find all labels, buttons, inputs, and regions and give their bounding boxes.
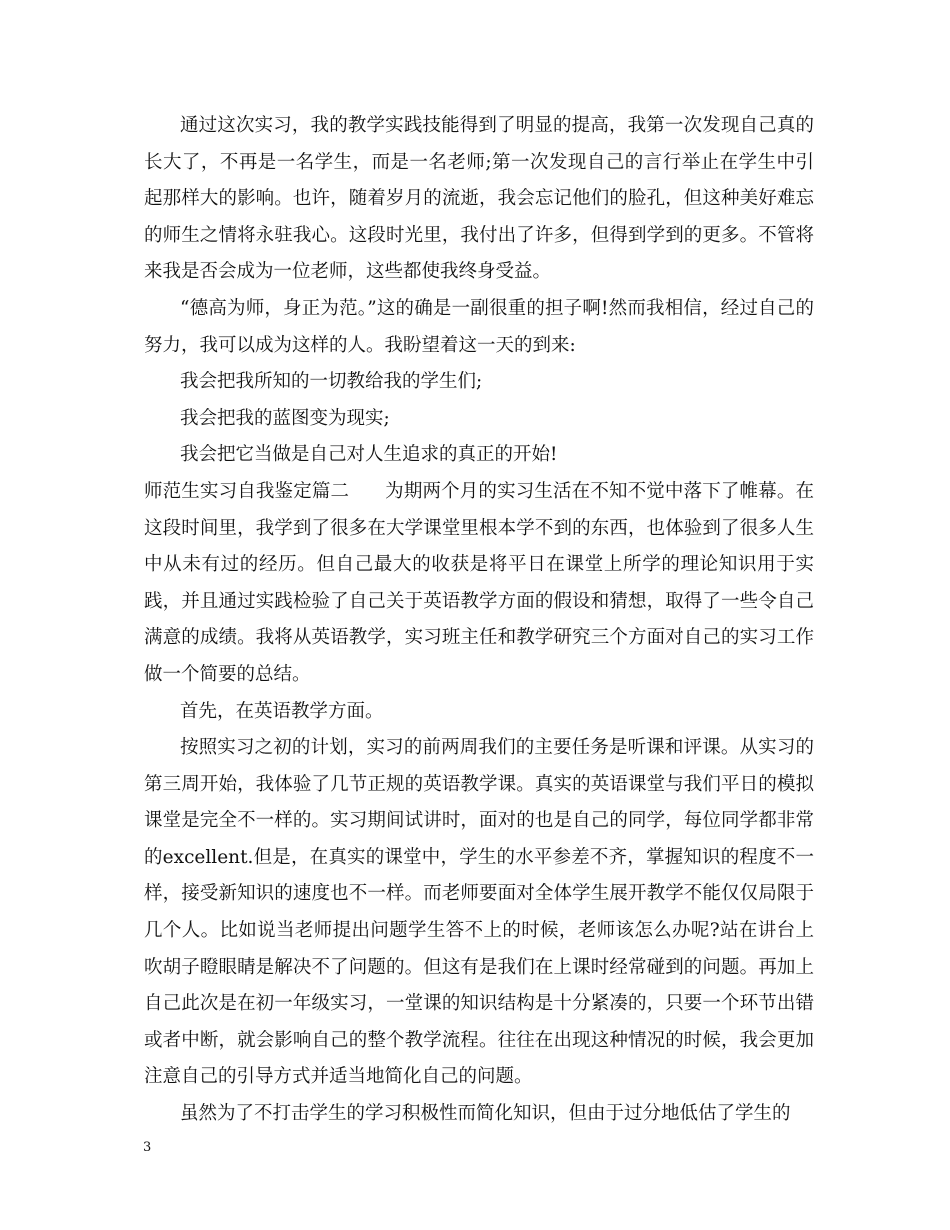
section-intro-paragraph: [144, 474, 814, 694]
paragraph: 通过这次实习，我的教学实践技能得到了明显的提高，我第一次发现自己真的长大了，不再是一名学生，而是一名老师;第一次发现自己的言行举止在学生中引起那样大的影响。也许，随着岁月的流逝，我会忘记他们的脸孔，但这种美好难忘的师生之情将永驻我心。这段时光里，我付出了许多，但得到学到的更多。不管将来我是否会成为一位老师，这些都使我终身受益。: [144, 115, 814, 283]
body-text: [144, 108, 814, 1133]
paragraph: 我会把我的蓝图变为现实;: [180, 407, 390, 429]
paragraph: 首先，在英语教学方面。: [180, 700, 384, 722]
paragraph: 按照实习之初的计划，实习的前两周我们的主要任务是听课和评课。从实习的第三周开始，我体验了几节正规的英语教学课。真实的英语课堂与我们平日的模拟课堂是完全不一样的。实习期间试讲时，面对的也是自己的同学，每位同学都非常的excellent.但是，在真实的课堂中，学生的水平参差不齐，掌握知识的程度不一样，接受新知识的速度也不一样。而老师要面对全体学生展开教学不能仅仅局限于几个人。比如说当老师提出问题学生答不上的时候，老师该怎么办呢?站在讲台上吹胡子瞪眼睛是解决不了问题的。但这有是我们在上课时经常碰到的问题。再加上自己此次是在初一年级实习，一堂课的知识结构是十分紧凑的，只要一个环节出错或者中断，就会影响自己的整个教学流程。往往在出现这种情况的时候，我会更加注意自己的引导方式并适当地简化自己的问题。: [144, 737, 814, 1088]
section-title: 师范生实习自我鉴定篇二: [144, 480, 350, 502]
page-number: 3: [143, 1140, 152, 1155]
paragraph: “德高为师，身正为范。”这的确是一副很重的担子啊!然而我相信，经过自己的努力，我可以成为这样的人。我盼望着这一天的到来:: [144, 297, 814, 356]
paragraph: 我会把我所知的一切教给我的学生们;: [180, 371, 483, 393]
paragraph: 虽然为了不打击学生的学习积极性而简化知识，但由于过分地低估了学生的: [180, 1103, 791, 1125]
paragraph: 我会把它当做是自己对人生追求的真正的开始!: [180, 444, 558, 466]
section-intro-text: 为期两个月的实习生活在不知不觉中落下了帷幕。在这段时间里，我学到了很多在大学课堂里根本学不到的东西，也体验到了很多人生中从未有过的经历。但自己最大的收获是将平日在课堂上所学的理论知识用于实践，并且通过实践检验了自己关于英语教学方面的假设和猜想，取得了一些令自己满意的成绩。我将从英语教学，实习班主任和教学研究三个方面对自己的实习工作做一个简要的总结。: [144, 480, 814, 685]
